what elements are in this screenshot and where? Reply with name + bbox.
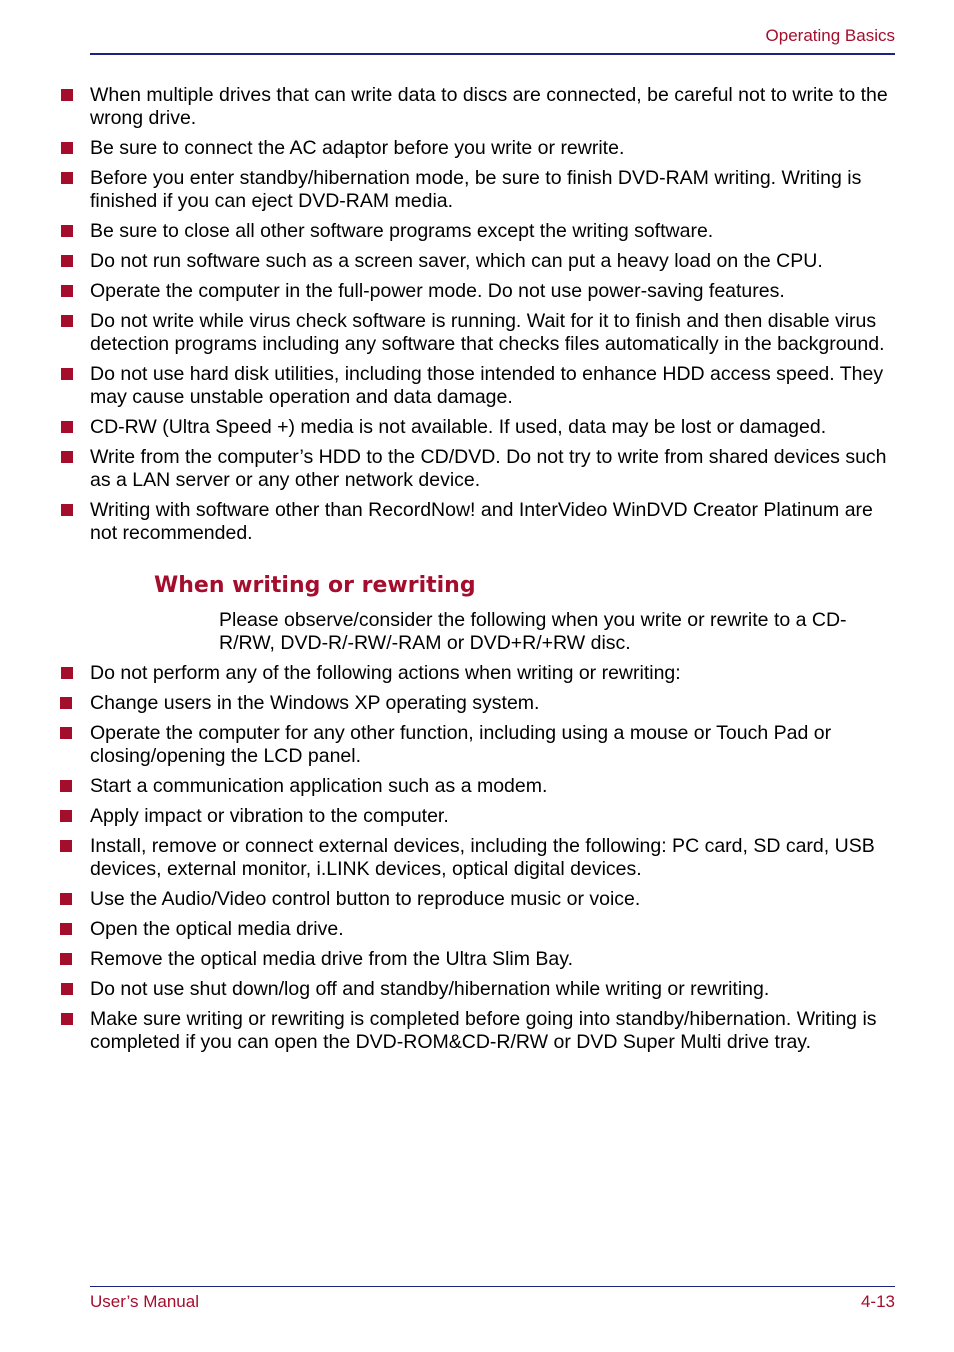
sub-list-item [90,835,895,881]
sub-list-item [90,948,895,971]
square-bullet-icon [60,727,72,739]
list-item [90,220,895,243]
square-bullet-icon [60,780,72,792]
list-item-text: Do not write while virus check software is running. Wait for it to finish and then disable virus detection programs including any software that checks files automatically in the background. [90,310,885,355]
list-item-text: Be sure to close all other software programs except the writing software. [90,220,714,242]
list-item [90,1008,895,1054]
section-heading: When writing or rewriting [154,573,476,598]
square-bullet-icon [60,810,72,822]
list-item-text: When multiple drives that can write data to discs are connected, be careful not to write to the wrong drive. [90,84,888,129]
list-item-text: Do not use shut down/log off and standby/hibernation while writing or rewriting. [90,978,770,1000]
list-item [90,250,895,273]
list-item-text: Do not run software such as a screen saver, which can put a heavy load on the CPU. [90,250,823,272]
list-item [90,662,895,685]
square-bullet-icon [61,983,73,995]
list-item-text: Remove the optical media drive from the Ultra Slim Bay. [90,948,573,970]
page-content [90,84,895,1061]
list-item-text: Do not perform any of the following actions when writing or rewriting: [90,662,681,684]
list-item [90,363,895,409]
list-item [90,978,895,1001]
footer-divider [90,1286,895,1287]
footer-manual-title: User’s Manual [90,1292,199,1311]
square-bullet-icon [60,840,72,852]
list-item-text: Use the Audio/Video control button to reproduce music or voice. [90,888,641,910]
sub-list-item [90,888,895,911]
square-bullet-icon [61,142,73,154]
list-item-text: CD-RW (Ultra Speed +) media is not available. If used, data may be lost or damaged. [90,416,827,438]
list-item-text: Do not use hard disk utilities, including those intended to enhance HDD access speed. They may cause unstable operation and data damage. [90,363,884,408]
list-item [90,499,895,545]
square-bullet-icon [61,225,73,237]
square-bullet-icon [60,923,72,935]
precautions-list [90,84,895,545]
square-bullet-icon [61,285,73,297]
square-bullet-icon [61,172,73,184]
list-item-text: Change users in the Windows XP operating system. [90,692,540,714]
writing-actions-list [90,662,895,685]
list-item-text: Be sure to connect the AC adaptor before you write or rewrite. [90,137,625,159]
list-item-text: Open the optical media drive. [90,918,344,940]
list-item-text: Before you enter standby/hibernation mode, be sure to finish DVD-RAM writing. Writing is finished if you can eject DVD-RAM media. [90,167,862,212]
list-item [90,416,895,439]
running-header: Operating Basics [765,26,895,45]
header-divider [90,53,895,55]
sub-list-item [90,692,895,715]
list-item [90,446,895,492]
page-number: 4-13 [860,1292,895,1311]
sub-list-item [90,775,895,798]
list-item [90,84,895,130]
sub-list-item [90,918,895,941]
list-item-text: Apply impact or vibration to the computer. [90,805,449,827]
list-item-text: Start a communication application such as a modem. [90,775,548,797]
sub-list-item [90,805,895,828]
square-bullet-icon [60,953,72,965]
square-bullet-icon [60,893,72,905]
list-item-text: Make sure writing or rewriting is completed before going into standby/hibernation. Writing is completed if you can open the DVD-ROM&CD-R/RW or DVD Super Multi drive tray. [90,1008,877,1053]
prohibited-actions-sublist [90,692,895,971]
square-bullet-icon [61,255,73,267]
square-bullet-icon [61,89,73,101]
list-item [90,167,895,213]
list-item-text: Write from the computer’s HDD to the CD/DVD. Do not try to write from shared devices such as a LAN server or any other network device. [90,446,887,491]
list-item-text: Install, remove or connect external devices, including the following: PC card, SD card, USB devices, external monitor, i.LINK devices, optical digital devices. [90,835,875,880]
list-item-text: Operate the computer in the full-power mode. Do not use power-saving features. [90,280,785,302]
square-bullet-icon [61,368,73,380]
list-item [90,280,895,303]
square-bullet-icon [61,504,73,516]
list-item-text: Operate the computer for any other function, including using a mouse or Touch Pad or closing/opening the LCD panel. [90,722,832,767]
list-item [90,137,895,160]
square-bullet-icon [61,667,73,679]
final-notes-list [90,978,895,1054]
square-bullet-icon [60,697,72,709]
square-bullet-icon [61,451,73,463]
square-bullet-icon [61,421,73,433]
sub-list-item [90,722,895,768]
list-item [90,310,895,356]
square-bullet-icon [61,315,73,327]
section-intro: Please observe/consider the following when you write or rewrite to a CD-R/RW, DVD-R/-RW/-RAM or DVD+R/+RW disc. [219,609,847,654]
square-bullet-icon [61,1013,73,1025]
list-item-text: Writing with software other than RecordNow! and InterVideo WinDVD Creator Platinum are not recommended. [90,499,873,544]
